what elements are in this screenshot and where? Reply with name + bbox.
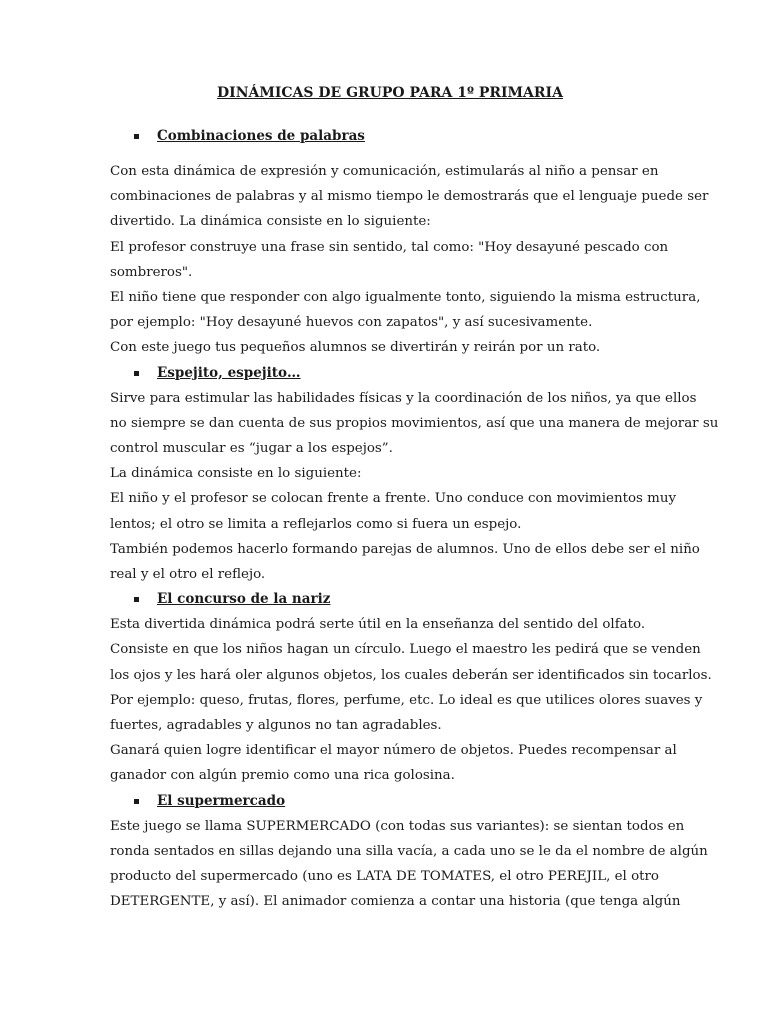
text-line: ganador con algún premio como una rica golosina. — [110, 768, 455, 784]
text-line: Con este juego tus pequeños alumnos se divertirán y reirán por un rato. — [110, 340, 601, 356]
text-line: los ojos y les hará oler algunos objetos, los cuales deberán ser identificados sin tocarlos. — [110, 667, 712, 683]
section-supermercado — [110, 789, 708, 915]
text-line: lentos; el otro se limita a reflejarlos como si fuera un espejo. — [110, 516, 522, 532]
section-combinaciones — [110, 124, 709, 361]
text-line: real y el otro el reflejo. — [110, 567, 266, 583]
text-line: También podemos hacerlo formando parejas de alumnos. Uno de ellos debe ser el niño — [110, 541, 700, 557]
section-body — [110, 386, 719, 588]
text-line: sombreros". — [110, 264, 193, 280]
text-line: combinaciones de palabras y al mismo tiempo le demostrarás que el lenguaje puede ser — [110, 189, 709, 205]
text-line: Con esta dinámica de expresión y comunicación, estimularás al niño a pensar en — [110, 164, 659, 179]
text-line: Esta divertida dinámica podrá serte útil en la enseñanza del sentido del olfato. — [110, 617, 646, 633]
text-line: divertido. La dinámica consiste en lo siguiente: — [110, 214, 431, 230]
text-line: Este juego se llama SUPERMERCADO (con todas sus variantes): se sientan todos en — [110, 818, 685, 834]
document-page — [110, 82, 719, 914]
document-title: DINÁMICAS DE GRUPO PARA 1º PRIMARIA — [217, 85, 563, 101]
text-line: fuertes, agradables y algunos no tan agradables. — [110, 718, 442, 734]
text-line: ronda sentados en sillas dejando una silla vacía, a cada uno se le da el nombre de algún — [110, 843, 708, 859]
section-heading-text: Espejito, espejito… — [157, 364, 301, 381]
text-line: Sirve para estimular las habilidades físicas y la coordinación de los niños, ya que ellos — [110, 390, 697, 406]
text-line: Consiste en que los niños hagan un círculo. Luego el maestro les pedirá que se venden — [110, 642, 701, 658]
section-heading-text: Combinaciones de palabras — [157, 128, 365, 144]
text-line: por ejemplo: "Hoy desayuné huevos con zapatos", y así sucesivamente. — [110, 315, 593, 331]
section-body — [110, 612, 712, 788]
square-bullet-icon — [134, 799, 139, 804]
section-heading — [110, 361, 670, 386]
text-line: Ganará quien logre identificar el mayor número de objetos. Puedes recompensar al — [110, 743, 677, 759]
section-heading-text: El concurso de la nariz — [157, 591, 331, 608]
section-body — [110, 814, 708, 915]
text-line: La dinámica consiste en lo siguiente: — [110, 466, 362, 482]
square-bullet-icon — [134, 371, 139, 376]
square-bullet-icon — [134, 134, 139, 139]
section-heading — [110, 587, 670, 612]
text-line: El niño tiene que responder con algo igualmente tonto, siguiendo la misma estructura, — [110, 290, 701, 306]
square-bullet-icon — [134, 597, 139, 602]
section-heading — [110, 124, 670, 149]
text-line: DETERGENTE, y así). El animador comienza a contar una historia (que tenga algún — [110, 894, 681, 910]
text-line: Por ejemplo: queso, frutas, flores, perfume, etc. Lo ideal es que utilices olores suaves y — [110, 692, 703, 708]
section-heading-text: El supermercado — [157, 792, 286, 809]
text-line: producto del supermercado (uno es LATA DE TOMATES, el otro PEREJIL, el otro — [110, 869, 659, 885]
section-body — [110, 159, 709, 361]
section-espejito — [110, 361, 719, 588]
text-line: control muscular es “jugar a los espejos”. — [110, 441, 393, 457]
section-concurso-nariz — [110, 587, 712, 788]
text-line: El profesor construye una frase sin sentido, tal como: "Hoy desayuné pescado con — [110, 239, 669, 255]
text-line: El niño y el profesor se colocan frente a frente. Uno conduce con movimientos muy — [110, 491, 677, 507]
text-line: no siempre se dan cuenta de sus propios movimientos, así que una manera de mejorar su — [110, 415, 719, 431]
section-heading — [110, 789, 670, 814]
